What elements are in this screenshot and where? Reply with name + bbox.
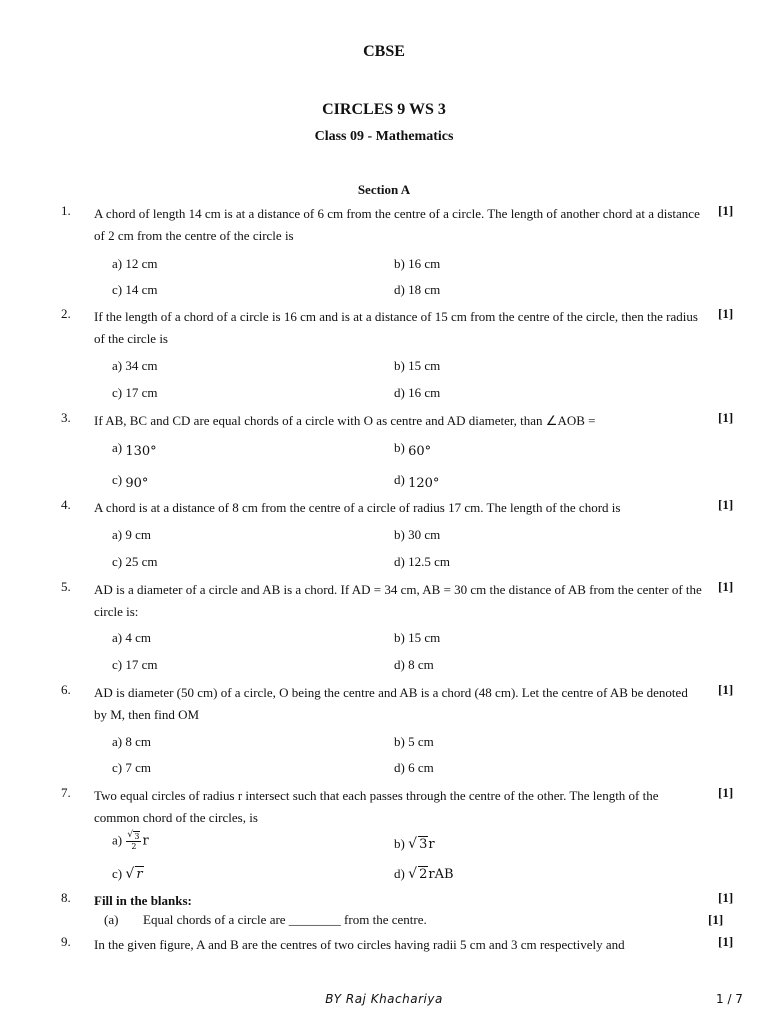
option-a[interactable]: a) 9 cm — [112, 527, 151, 542]
option-b[interactable]: b) 15 cm — [394, 358, 441, 373]
question-text: Fill in the blanks: — [94, 893, 192, 908]
question-number: 3. — [61, 410, 71, 425]
option-c[interactable]: c) 17 cm — [112, 385, 158, 400]
question-text: AD is a diameter of a circle and AB is a chord. If AD = 34 cm, AB = 30 cm the distance of AB from the center of the circle is: — [94, 582, 702, 619]
option-label: c) — [112, 472, 123, 487]
option-b[interactable] — [394, 836, 435, 852]
question-text: In the given figure, A and B are the centres of two circles having radii 5 cm and 3 cm respectively and — [94, 937, 625, 952]
sub-question-marks: [1] — [708, 912, 724, 927]
sqrt-symbol: √ r — [125, 867, 143, 882]
option-d[interactable] — [394, 866, 454, 882]
option-variable: r — [142, 833, 149, 849]
option-c[interactable] — [112, 472, 149, 491]
section-heading: Section A — [357, 182, 411, 197]
option-variable: rAB — [428, 867, 454, 882]
question-number: 1. — [61, 203, 71, 218]
option-d[interactable]: d) 12.5 cm — [394, 554, 450, 569]
worksheet-subtitle: Class 09 - Mathematics — [314, 129, 454, 144]
sub-question-label: (a) — [104, 912, 119, 927]
sqrt-symbol: √ 3 — [408, 837, 428, 852]
question-number: 6. — [61, 682, 71, 697]
fraction — [126, 832, 141, 851]
option-a[interactable]: a) 4 cm — [112, 630, 151, 645]
option-a[interactable] — [112, 832, 149, 851]
option-a[interactable]: a) 34 cm — [112, 358, 158, 373]
question-marks: [1] — [718, 306, 734, 321]
option-label: d) — [394, 866, 405, 881]
question-text: Two equal circles of radius r intersect such that each passes through the centre of the other. The length of the common chord of the circles, is — [94, 788, 659, 825]
sub-question-text: Equal chords of a circle are ________ from the centre. — [143, 912, 427, 927]
question-text: A chord of length 14 cm is at a distance of 6 cm from the centre of a circle. The length of another chord at a distance of 2 cm from the centre of the circle is — [94, 206, 700, 243]
option-label: b) — [394, 440, 405, 455]
option-value: 90° — [125, 476, 149, 491]
option-label: a) — [112, 832, 123, 848]
question-number: 4. — [61, 497, 71, 512]
question-text: If AB, BC and CD are equal chords of a circle with O as centre and AD diameter, than ∠AOB = — [94, 413, 596, 428]
option-value: 130° — [125, 444, 157, 459]
question-marks: [1] — [718, 785, 734, 800]
question-marks: [1] — [718, 890, 734, 905]
option-d[interactable]: d) 6 cm — [394, 760, 434, 775]
question-marks: [1] — [718, 497, 734, 512]
question-marks: [1] — [718, 410, 734, 425]
worksheet-title: CIRCLES 9 WS 3 — [322, 101, 446, 118]
option-d[interactable] — [394, 472, 440, 491]
question-marks: [1] — [718, 203, 734, 218]
option-c[interactable]: c) 7 cm — [112, 760, 151, 775]
question-number: 7. — [61, 785, 71, 800]
option-label: d) — [394, 472, 405, 487]
board-heading: CBSE — [363, 43, 405, 60]
option-c[interactable] — [112, 866, 144, 882]
option-b[interactable]: b) 5 cm — [394, 734, 434, 749]
question-number: 8. — [61, 890, 71, 905]
option-b[interactable]: b) 30 cm — [394, 527, 441, 542]
option-label: a) — [112, 440, 123, 455]
sqrt-symbol: √ 3 — [127, 832, 140, 841]
page-number: 1 / 7 — [716, 992, 743, 1006]
option-c[interactable]: c) 17 cm — [112, 657, 158, 672]
option-a[interactable]: a) 12 cm — [112, 256, 158, 271]
question-number: 2. — [61, 306, 71, 321]
option-label: c) — [112, 866, 123, 881]
option-a[interactable] — [112, 440, 157, 459]
sqrt-symbol: √ 2 — [408, 867, 428, 882]
option-c[interactable]: c) 25 cm — [112, 554, 158, 569]
question-marks: [1] — [718, 579, 734, 594]
question-marks: [1] — [718, 934, 734, 949]
footer-author: BY Raj Khachariya — [325, 992, 443, 1006]
question-text: A chord is at a distance of 8 cm from the centre of a circle of radius 17 cm. The length of the chord is — [94, 500, 621, 515]
question-number: 5. — [61, 579, 71, 594]
option-c[interactable]: c) 14 cm — [112, 282, 158, 297]
question-text: If the length of a chord of a circle is 16 cm and is at a distance of 15 cm from the centre of the circle, then the radius of the circle is — [94, 309, 698, 346]
fraction-denominator: 2 — [131, 842, 137, 851]
option-label: b) — [394, 836, 405, 851]
option-d[interactable]: d) 16 cm — [394, 385, 441, 400]
question-marks: [1] — [718, 682, 734, 697]
option-value: 60° — [408, 444, 432, 459]
option-value: 120° — [408, 476, 440, 491]
question-text: AD is diameter (50 cm) of a circle, O being the centre and AB is a chord (48 cm). Let the centre of AB be denoted by M, then find OM — [94, 685, 688, 722]
option-b[interactable]: b) 16 cm — [394, 256, 441, 271]
option-d[interactable]: d) 8 cm — [394, 657, 434, 672]
option-b[interactable] — [394, 440, 432, 459]
question-number: 9. — [61, 934, 71, 949]
option-variable: r — [428, 837, 435, 852]
option-b[interactable]: b) 15 cm — [394, 630, 441, 645]
option-d[interactable]: d) 18 cm — [394, 282, 441, 297]
option-a[interactable]: a) 8 cm — [112, 734, 151, 749]
